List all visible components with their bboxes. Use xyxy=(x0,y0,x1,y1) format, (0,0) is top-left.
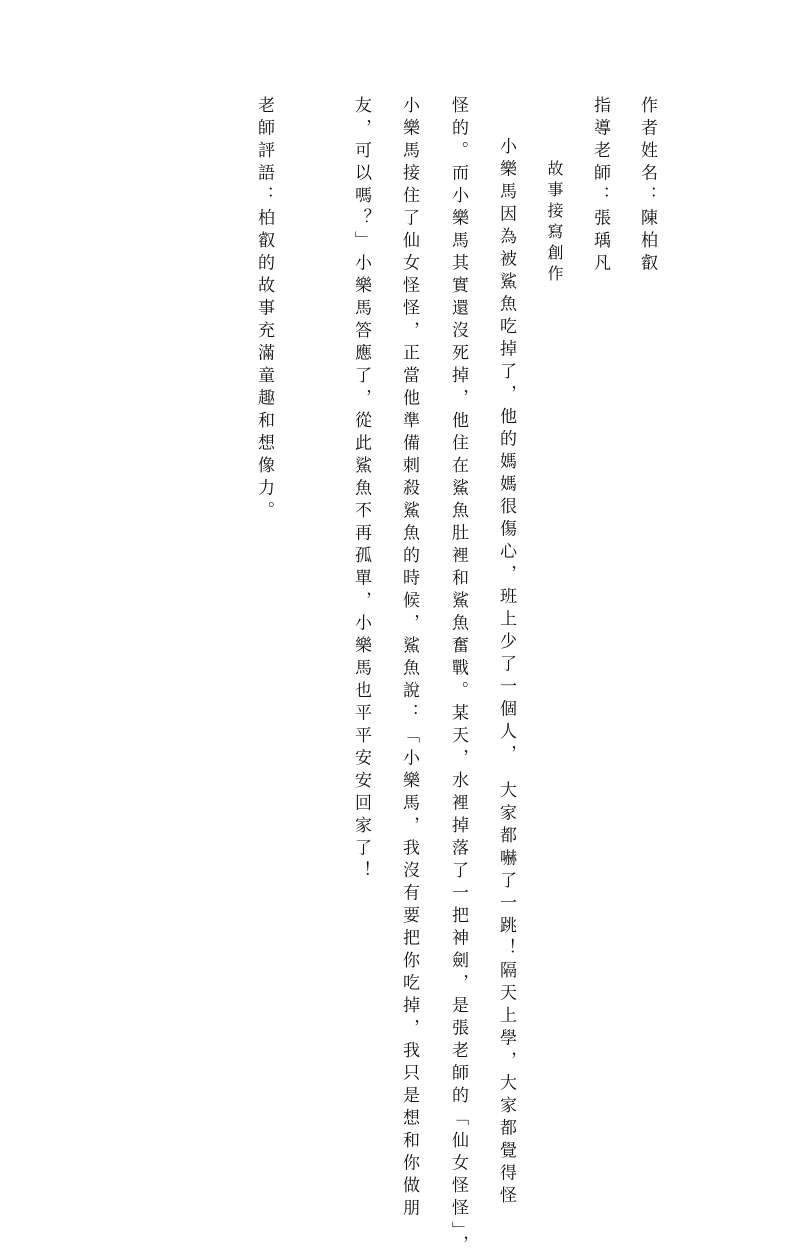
story-title: 故事接寫創作 xyxy=(545,160,564,286)
story-line-4: 友，可以嗎？」小樂馬答應了，從此鯊魚不再孤單，小樂馬也平平安安回家了！ xyxy=(351,96,371,884)
story-line-1: 小樂馬因為被鯊魚吃掉了，他的媽媽很傷心，班上少了一個人， 大家都嚇了一跳！隔天上學，大家都覺得怪 xyxy=(496,137,516,1209)
teacher-line: 指導老師：張瑀凡 xyxy=(590,96,610,276)
teacher-comment: 老師評語：柏叡的故事充滿童趣和想像力。 xyxy=(254,96,274,524)
story-line-2: 怪的。而小樂馬其實還沒死掉，他住在鯊魚肚裡和鯊魚奮戰。某天，水裡掉落了一把神劍，是張老師的「仙女怪怪」， xyxy=(448,96,468,1258)
story-line-3: 小樂馬接住了仙女怪怪，正當他準備刺殺鯊魚的時候，鯊魚說：「小樂馬，我沒有要把你吃掉，我只是想和你做朋 xyxy=(399,96,419,1221)
author-line: 作者姓名：陳柏叡 xyxy=(637,96,657,276)
